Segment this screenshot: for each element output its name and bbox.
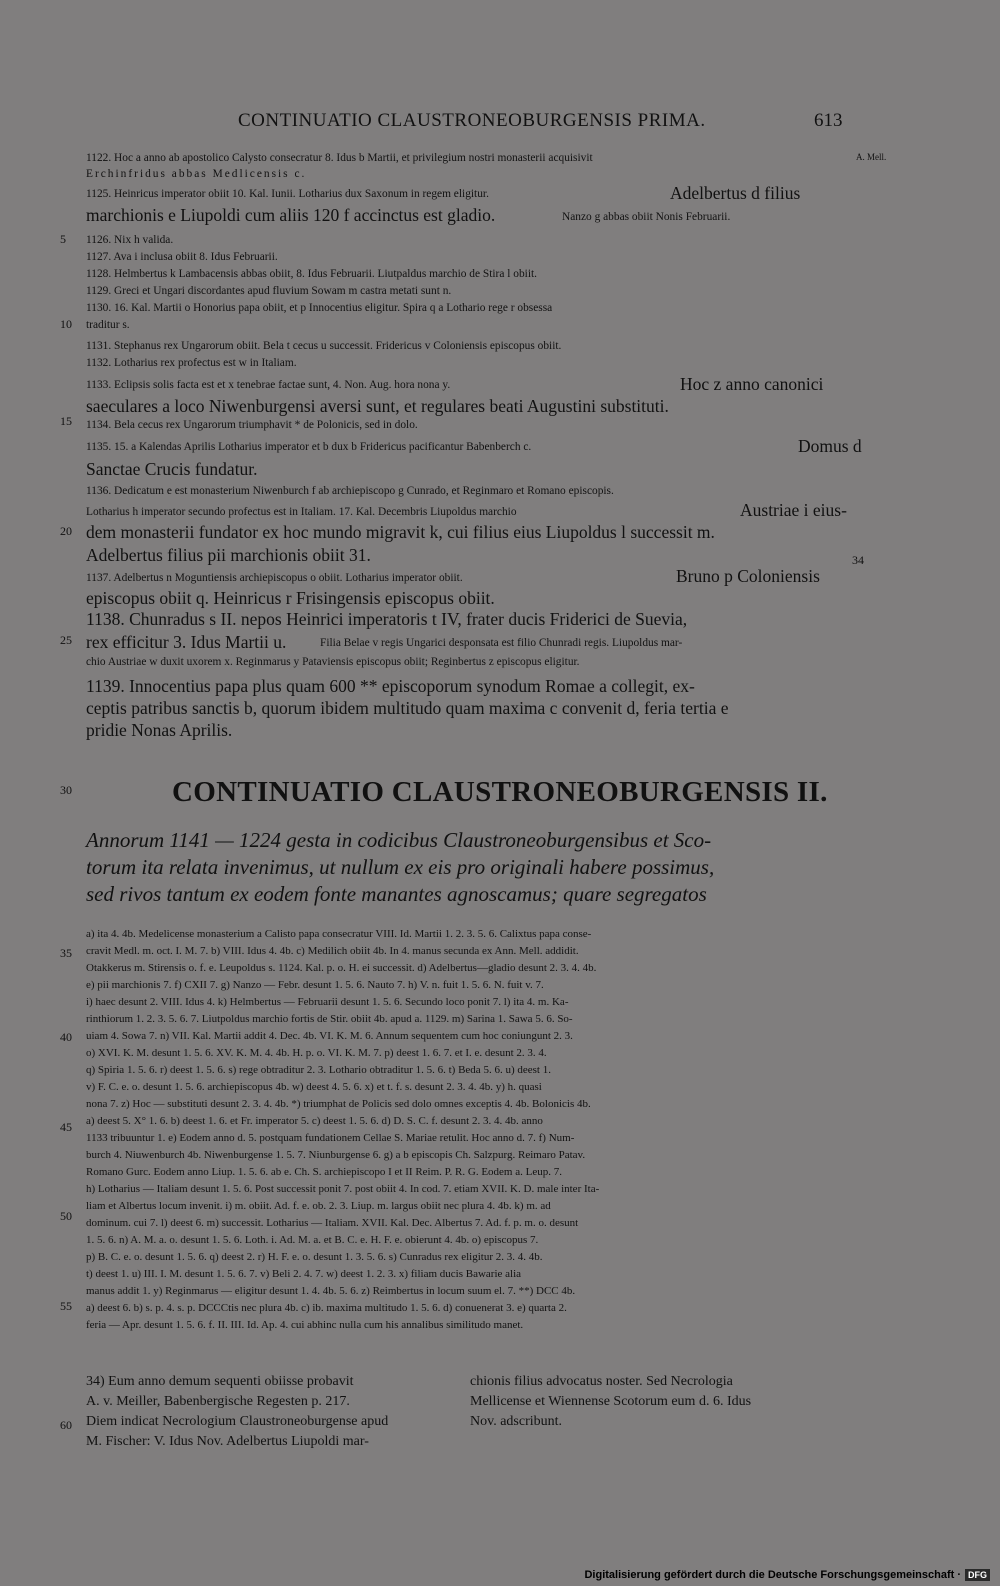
line-number: 25 [60,633,72,647]
running-head: CONTINUATIO CLAUSTRONEOBURGENSIS PRIMA. [238,110,706,131]
line-number: 35 [60,946,72,960]
footnote-line: cravit Medl. m. oct. I. M. 7. b) VIII. Idus 4. 4b. c) Medilich obiit 4b. In 4. manus secunda ex Ann. Mell. addidit. [86,945,579,957]
note-left-line: 34) Eum anno demum sequenti obiisse probavit [86,1374,354,1389]
entry-line: 1137. Adelbertus n Moguntiensis archiepiscopus o obiit. Lotharius imperator obiit. [86,572,463,584]
line-number: 5 [60,232,66,246]
line-number: 20 [60,524,72,538]
entry-line: Austriae i eius- [740,500,847,520]
entry-line: Erchinfridus abbas Medlicensis c. [86,168,307,180]
entry-line: Domus d [798,436,862,456]
footer-text: Digitalisierung gefördert durch die Deutsche Forschungsgemeinschaft · [584,1569,961,1581]
footnote-line: a) ita 4. 4b. Medelicense monasterium a Calisto papa consecratur VIII. Id. Martii 1. 2. 3. 5. 6. Calixtus papa conse- [86,928,592,940]
entry-line: Adelbertus filius pii marchionis obiit 31. [86,545,371,565]
footnote-line: rinthiorum 1. 2. 3. 5. 6. 7. Liutpoldus marchio fortis de Stir. obiit 4b. apud a. 1129. m) Sarina 1. Sawa 5. 6. So- [86,1013,573,1025]
footnote-line: v) F. C. e. o. desunt 1. 5. 6. archiepiscopus 4b. w) deest 4. 5. 6. x) et t. f. s. desunt 2. 3. 4. 4b. y) h. quasi [86,1081,542,1093]
note-left-line: Diem indicat Necrologium Claustroneoburgense apud [86,1414,389,1429]
entry-line: saeculares a loco Niwenburgensi aversi sunt, et regulares beati Augustini substituti. [86,396,669,416]
footnote-line: a) deest 6. b) s. p. 4. s. p. DCCCtis nec plura 4b. c) ib. maxima multitudo 1. 5. 6. d) conuenerat 3. e) quarta 2. [86,1302,567,1314]
footnote-line: nona 7. z) Hoc — substituti desunt 2. 3. 4. 4b. *) triumphat de Policis sed dolo omnes exceptis 4. 4b. Bolonicis 4b. [86,1098,591,1110]
footnote-line: manus addit 1. y) Reginmarus — eligitur desunt 1. 4. 4b. 5. 6. z) Reimbertus in locum suum el. 7. **) DCC 4b. [86,1285,576,1297]
footnote-line: e) pii marchionis 7. f) CXII 7. g) Nanzo — Febr. desunt 1. 5. 6. Nauto 7. h) V. n. fuit 1. 5. 6. N. fuit v. 7. [86,979,544,991]
entry-line: 1126. Nix h valida. [86,234,174,246]
footnote-line: feria — Apr. desunt 1. 5. 6. f. II. III. Id. Ap. 4. cui abhinc nulla cum his annalibus similitudo manet. [86,1319,524,1331]
section-title: CONTINUATIO CLAUSTRONEOBURGENSIS II. [172,776,828,808]
entry-line: 1136. Dedicatum e est monasterium Niwenburch f ab archiepiscopo g Cunrado, et Reginmaro et Romano episcopis. [86,485,614,497]
line-number: 40 [60,1030,72,1044]
note-left-line: A. v. Meiller, Babenbergische Regesten p. 217. [86,1394,350,1409]
intro-line: sed rivos tantum ex eodem fonte manantes agnoscamus; quare segregatos [86,882,707,906]
footnote-line: a) deest 5. X° 1. 6. b) deest 1. 6. et Fr. imperator 5. c) deest 1. 5. 6. d) D. S. C. f. desunt 2. 3. 4. 4b. anno [86,1115,543,1127]
entry-line: 1134. Bela cecus rex Ungarorum triumphavit * de Polonicis, sed in dolo. [86,419,418,431]
footnote-line: 1133 tribuuntur 1. e) Eodem anno d. 5. postquam fundationem Cellae S. Mariae retulit. Hoc anno d. 7. f) Num- [86,1132,575,1144]
entry-line: pridie Nonas Aprilis. [86,720,233,740]
entry-line: 1125. Heinricus imperator obiit 10. Kal. Iunii. Lotharius dux Saxonum in regem eligitur. [86,188,489,200]
entry-line: Filia Belae v regis Ungarici desponsata est filio Chunradi regis. Liupoldus mar- [320,637,683,649]
entry-line: dem monasterii fundator ex hoc mundo migravit k, cui filius eius Liupoldus l successit m. [86,522,715,542]
line-number: 15 [60,414,72,428]
entry-line: Lotharius h imperator secundo profectus est in Italiam. 17. Kal. Decembris Liupoldus marchio [86,506,517,518]
entry-line: 1128. Helmbertus k Lambacensis abbas obiit, 8. Idus Februarii. Liutpaldus marchio de Stira l obiit. [86,268,538,280]
entry-line: Hoc z anno canonici [680,374,824,394]
footnote-line: liam et Albertus locum invenit. i) m. obiit. Ad. f. e. ob. 2. 3. Liup. m. largus obiit nec plura 4. 4b. k) m. ad [86,1200,551,1212]
footnote-line: uiam 4. Sowa 7. n) VII. Kal. Martii addit 4. Dec. 4b. VI. K. M. 6. Annum sequentem cum hoc coniungunt 2. 3. [86,1030,573,1042]
entry-line: 1130. 16. Kal. Martii o Honorius papa obiit, et p Innocentius eligitur. Spira q a Lothario rege r obsessa [86,302,553,314]
note-left-line: M. Fischer: V. Idus Nov. Adelbertus Liupoldi mar- [86,1434,369,1449]
entry-line: 1122. Hoc a anno ab apostolico Calysto consecratur 8. Idus b Martii, et privilegium nostri monasterii acquisivit [86,152,593,164]
entry-line: 1127. Ava i inclusa obiit 8. Idus Februarii. [86,251,278,263]
line-number: 10 [60,317,72,331]
footnote-line: o) XVI. K. M. desunt 1. 5. 6. XV. K. M. 4. 4b. H. p. o. VI. K. M. 7. p) deest 1. 6. 7. et I. e. desunt 2. 3. 4. [86,1047,547,1059]
footnote-line: t) deest 1. u) III. I. M. desunt 1. 5. 6. 7. v) Beli 2. 4. 7. w) deest 1. 2. 3. x) filiam ducis Bawarie alia [86,1268,522,1280]
entry-line: 1133. Eclipsis solis facta est et x tenebrae factae sunt, 4. Non. Aug. hora nona y. [86,379,451,391]
intro-line: Annorum 1141 — 1224 gesta in codicibus Claustroneoburgensibus et Sco- [86,828,712,852]
entry-line: ceptis patribus sanctis b, quorum ibidem multitudo quam maxima c convenit d, feria tertia e [86,698,729,718]
digitization-footer [584,1569,990,1581]
footnote-line: i) haec desunt 2. VIII. Idus 4. k) Helmbertus — Februarii desunt 1. 5. 6. Secundo loco ponit 7. l) ita 4. m. Ka- [86,996,569,1008]
page-number: 613 [814,110,843,131]
line-number: 30 [60,783,72,797]
entry-line: marchionis e Liupoldi cum aliis 120 f accinctus est gladio. [86,205,496,225]
line-number: 50 [60,1209,72,1223]
footnote-line: h) Lotharius — Italiam desunt 1. 5. 6. Post successit ponit 7. post obiit 4. In cod. 7. etiam XVII. K. D. male inter Ita- [86,1183,600,1195]
footnote-line: 1. 5. 6. n) A. M. a. o. desunt 1. 5. 6. Loth. i. Ad. M. a. et B. C. e. H. F. e. obierunt 4. 4b. o) episcopus 7. [86,1234,539,1246]
entry-line: Sanctae Crucis fundatur. [86,459,258,479]
footnote-line: q) Spiria 1. 5. 6. r) deest 1. 5. 6. s) rege obtraditur 2. 3. Lothario obtraditur 1. 5. 6. t) Beda 5. 6. u) deest 1. [86,1064,551,1076]
entry-line: chio Austriae w duxit uxorem x. Reginmarus y Pataviensis episcopus obiit; Reginbertus z episcopus eligitur. [86,656,580,668]
line-number: 45 [60,1120,72,1134]
note-right-line: Nov. adscribunt. [470,1414,563,1429]
entry-line: episcopus obiit q. Heinricus r Frisingensis episcopus obiit. [86,588,495,608]
footnote-line: burch 4. Niuwenburch 4b. Niwenburgense 1. 5. 7. Niunburgense 6. g) a b episcopis Ch. Salzpurg. Reimaro Patav. [86,1149,586,1161]
note-right-line: chionis filius advocatus noster. Sed Necrologia [470,1374,733,1389]
dfg-logo: DFG [965,1569,990,1581]
intro-line: torum ita relata invenimus, ut nullum ex eis pro originali habere possimus, [86,855,715,879]
footnote-line: Romano Gurc. Eodem anno Liup. 1. 5. 6. ab e. Ch. S. archiepiscopo I et II Reim. P. R. G. Eodem a. Leup. 7. [86,1166,562,1178]
entry-line: rex efficitur 3. Idus Martii u. [86,632,287,652]
footnote-line: Otakkerus m. Stirensis o. f. e. Leupoldus s. 1124. Kal. p. o. H. ei successit. d) Adelbertus—gladio desunt 2. 3. 4. 4b. [86,962,597,974]
entry-line: 1131. Stephanus rex Ungarorum obiit. Bela t cecus u successit. Fridericus v Coloniensis episcopus obiit. [86,340,562,352]
footnote-line: p) B. C. e. o. desunt 1. 5. 6. q) deest 2. r) H. F. e. o. desunt 1. 3. 5. 6. s) Cunradus rex eligitur 2. 3. 4. 4b. [86,1251,543,1263]
entry-line: traditur s. [86,319,130,331]
entry-line: 1138. Chunradus s II. nepos Heinrici imperatoris t IV, frater ducis Friderici de Suevia, [86,609,688,629]
line-number-right: 34 [852,553,864,567]
entry-line: Adelbertus d filius [670,183,801,203]
entry-line: 1139. Innocentius papa plus quam 600 ** episcoporum synodum Romae a collegit, ex- [86,676,695,696]
entry-line: Bruno p Coloniensis [676,566,820,586]
entry-line: Nanzo g abbas obiit Nonis Februarii. [562,211,731,223]
entry-line: 1135. 15. a Kalendas Aprilis Lotharius imperator et b dux b Fridericus pacificantur Babenberch c. [86,441,532,453]
footnote-line: dominum. cui 7. l) deest 6. m) successit. Lotharius — Italiam. XVII. Kal. Dec. Albertus 7. Ad. f. p. m. o. desunt [86,1217,579,1229]
entry-line: 1129. Greci et Ungari discordantes apud fluvium Sowam m castra metati sunt n. [86,285,452,297]
line-number: 60 [60,1418,72,1432]
entry-line: 1132. Lotharius rex profectus est w in Italiam. [86,357,297,369]
line-number: 55 [60,1299,72,1313]
note-right-line: Mellicense et Wiennense Scotorum eum d. 6. Idus [470,1394,752,1409]
margin-note: A. Mell. [856,152,887,162]
